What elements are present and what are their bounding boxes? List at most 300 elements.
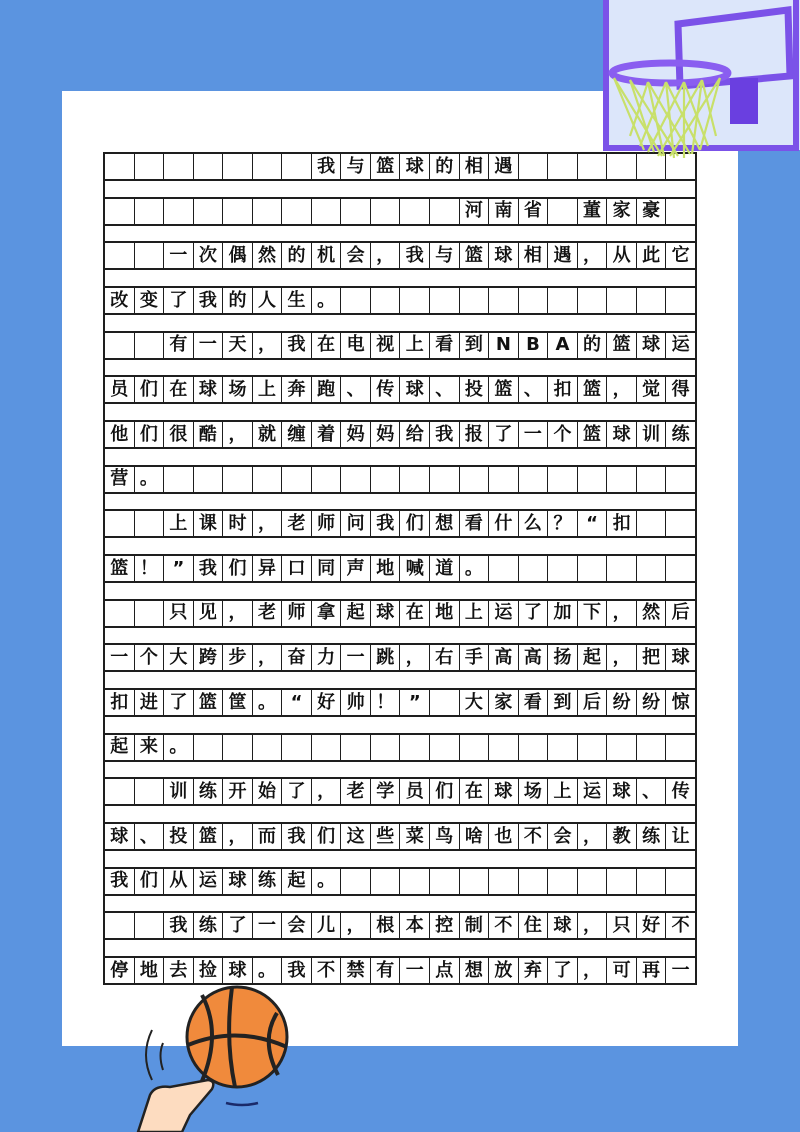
grid-cell: 会 xyxy=(548,824,578,849)
grid-cell xyxy=(666,467,695,492)
grid-cell: 课 xyxy=(194,511,224,536)
grid-cell: 后 xyxy=(671,602,690,624)
grid-gap xyxy=(103,717,697,733)
grid-cell: 弃 xyxy=(519,958,549,983)
grid-cell xyxy=(607,735,637,760)
grid-row xyxy=(103,822,697,851)
grid-cell xyxy=(194,154,224,179)
grid-cell: 然 xyxy=(637,601,667,626)
grid-cell: 声 xyxy=(341,556,371,581)
grid-cell: 根 xyxy=(371,913,401,938)
grid-cell xyxy=(489,735,519,760)
grid-cell: 球 xyxy=(371,601,401,626)
grid-cell: 鸟 xyxy=(430,824,460,849)
grid-cell: 投 xyxy=(460,377,490,402)
grid-cell: 球 xyxy=(671,646,690,668)
grid-cell: 问 xyxy=(341,511,371,536)
grid-cell xyxy=(489,467,519,492)
grid-gap xyxy=(103,538,697,554)
grid-cell: 停 xyxy=(105,958,135,983)
grid-cell: 它 xyxy=(671,244,690,266)
grid-cell: 的 xyxy=(282,243,312,268)
grid-cell: 而 xyxy=(253,824,283,849)
grid-gap xyxy=(103,672,697,688)
grid-cell xyxy=(519,154,549,179)
grid-cell: ， xyxy=(607,601,637,626)
grid-cell: 妈 xyxy=(341,422,371,447)
grid-cell: 篮 xyxy=(194,824,224,849)
grid-cell: 视 xyxy=(371,333,401,358)
grid-cell: 跨 xyxy=(194,645,224,670)
spinning-basketball-icon xyxy=(130,985,310,1132)
grid-cell xyxy=(371,199,401,224)
grid-cell: 篮 xyxy=(105,556,135,581)
grid-cell: 会 xyxy=(341,243,371,268)
grid-cell: 此 xyxy=(637,243,667,268)
grid-cell xyxy=(105,913,135,938)
grid-cell: 看 xyxy=(519,690,549,715)
grid-cell: 运 xyxy=(194,869,224,894)
grid-cell xyxy=(460,735,490,760)
grid-cell: 手 xyxy=(460,645,490,670)
grid-cell: 只 xyxy=(607,913,637,938)
grid-cell xyxy=(312,199,342,224)
grid-cell: 不 xyxy=(312,958,342,983)
grid-cell: 一 xyxy=(194,333,224,358)
grid-cell: 董 xyxy=(578,199,608,224)
grid-cell: ， xyxy=(607,645,637,670)
grid-cell: 控 xyxy=(430,913,460,938)
grid-cell: 跳 xyxy=(371,645,401,670)
grid-cell: ！ xyxy=(135,556,165,581)
grid-cell: 他 xyxy=(105,422,135,447)
grid-cell: ， xyxy=(312,779,342,804)
grid-cell xyxy=(607,467,637,492)
grid-cell xyxy=(223,199,253,224)
grid-cell: 变 xyxy=(135,288,165,313)
grid-row xyxy=(103,197,697,226)
grid-cell: 酷 xyxy=(194,422,224,447)
grid-cell: 传 xyxy=(371,377,401,402)
grid-row xyxy=(103,331,697,360)
grid-cell: 放 xyxy=(489,958,519,983)
grid-cell: 一 xyxy=(400,958,430,983)
grid-cell: 教 xyxy=(607,824,637,849)
grid-cell: 偶 xyxy=(223,243,253,268)
grid-cell xyxy=(341,288,371,313)
grid-cell: 河 xyxy=(460,199,490,224)
grid-cell: 不 xyxy=(489,913,519,938)
grid-cell xyxy=(489,288,519,313)
grid-cell: 豪 xyxy=(637,199,667,224)
grid-cell: 遇 xyxy=(489,154,519,179)
grid-cell: 同 xyxy=(312,556,342,581)
grid-cell: ， xyxy=(223,824,253,849)
grid-cell: 地 xyxy=(135,958,165,983)
grid-cell: 上 xyxy=(164,511,194,536)
grid-cell: B xyxy=(519,333,549,358)
grid-cell: 一 xyxy=(253,913,283,938)
grid-cell xyxy=(105,779,135,804)
grid-cell: 们 xyxy=(135,377,165,402)
grid-cell: 。 xyxy=(253,958,283,983)
grid-row xyxy=(103,733,697,762)
grid-cell: 我 xyxy=(194,556,224,581)
grid-cell: 我 xyxy=(164,913,194,938)
grid-cell xyxy=(282,735,312,760)
grid-gap xyxy=(103,896,697,912)
grid-cell: 扬 xyxy=(548,645,578,670)
grid-cell: 不 xyxy=(671,914,690,936)
grid-cell: ， xyxy=(578,913,608,938)
grid-cell: 见 xyxy=(194,601,224,626)
grid-gap xyxy=(103,762,697,778)
grid-cell xyxy=(489,556,519,581)
grid-cell: 。 xyxy=(253,690,283,715)
grid-cell xyxy=(666,735,695,760)
grid-cell xyxy=(194,199,224,224)
grid-cell: 场 xyxy=(223,377,253,402)
grid-cell xyxy=(164,467,194,492)
grid-cell: 了 xyxy=(548,958,578,983)
grid-row xyxy=(103,509,697,538)
grid-cell: 次 xyxy=(194,243,224,268)
grid-cell: 篮 xyxy=(371,154,401,179)
grid-cell xyxy=(341,735,371,760)
grid-cell xyxy=(135,154,165,179)
grid-cell: ” xyxy=(164,556,194,581)
grid-cell: 一 xyxy=(164,243,194,268)
grid-cell: 去 xyxy=(164,958,194,983)
grid-cell xyxy=(666,511,695,536)
grid-cell: 后 xyxy=(578,690,608,715)
grid-cell xyxy=(282,199,312,224)
grid-cell: 了 xyxy=(164,690,194,715)
grid-cell: 球 xyxy=(223,958,253,983)
grid-cell: 老 xyxy=(282,511,312,536)
grid-cell: 会 xyxy=(282,913,312,938)
grid-cell: 、 xyxy=(430,377,460,402)
grid-cell: 可 xyxy=(607,958,637,983)
grid-row xyxy=(103,375,697,404)
grid-cell: 也 xyxy=(489,824,519,849)
grid-cell: 球 xyxy=(194,377,224,402)
grid-cell: 起 xyxy=(282,869,312,894)
grid-cell: 、 xyxy=(135,824,165,849)
grid-cell: 师 xyxy=(282,601,312,626)
grid-cell: 口 xyxy=(282,556,312,581)
grid-cell xyxy=(194,735,224,760)
grid-cell: 人 xyxy=(253,288,283,313)
grid-cell xyxy=(253,154,283,179)
grid-gap xyxy=(103,315,697,331)
grid-cell xyxy=(312,735,342,760)
grid-cell xyxy=(282,467,312,492)
grid-cell: 师 xyxy=(312,511,342,536)
grid-cell: 筐 xyxy=(223,690,253,715)
grid-cell: 有 xyxy=(164,333,194,358)
grid-cell: 扣 xyxy=(548,377,578,402)
grid-cell: ， xyxy=(578,824,608,849)
grid-cell: 的 xyxy=(430,154,460,179)
grid-cell: 。 xyxy=(460,556,490,581)
grid-cell: 本 xyxy=(400,913,430,938)
grid-cell: 们 xyxy=(400,511,430,536)
grid-cell: 练 xyxy=(194,913,224,938)
grid-cell xyxy=(430,199,460,224)
grid-gap xyxy=(103,940,697,956)
grid-cell: ， xyxy=(253,645,283,670)
grid-gap xyxy=(103,360,697,376)
grid-cell: 投 xyxy=(164,824,194,849)
grid-cell: 帅 xyxy=(341,690,371,715)
grid-cell: ， xyxy=(253,333,283,358)
grid-cell xyxy=(194,467,224,492)
grid-cell: 我 xyxy=(194,288,224,313)
grid-cell: 到 xyxy=(460,333,490,358)
grid-cell xyxy=(666,288,695,313)
grid-cell: 大 xyxy=(460,690,490,715)
grid-cell: 啥 xyxy=(460,824,490,849)
grid-cell: 的 xyxy=(578,333,608,358)
grid-cell: 上 xyxy=(460,601,490,626)
grid-cell xyxy=(164,154,194,179)
grid-cell: 电 xyxy=(341,333,371,358)
grid-cell xyxy=(105,601,135,626)
grid-cell xyxy=(282,154,312,179)
grid-gap xyxy=(103,494,697,510)
grid-cell: 、 xyxy=(519,377,549,402)
grid-cell xyxy=(371,869,401,894)
grid-cell: 相 xyxy=(519,243,549,268)
grid-row xyxy=(103,554,697,583)
grid-cell: 儿 xyxy=(312,913,342,938)
grid-cell: “ xyxy=(578,511,608,536)
grid-cell: 着 xyxy=(312,422,342,447)
grid-cell xyxy=(371,735,401,760)
grid-cell: 生 xyxy=(282,288,312,313)
grid-cell: 训 xyxy=(164,779,194,804)
grid-cell: 点 xyxy=(430,958,460,983)
grid-cell: ， xyxy=(400,645,430,670)
grid-cell: 员 xyxy=(400,779,430,804)
grid-cell: 上 xyxy=(400,333,430,358)
grid-cell: 训 xyxy=(637,422,667,447)
grid-cell: ” xyxy=(400,690,430,715)
grid-cell: 们 xyxy=(430,779,460,804)
grid-cell: 个 xyxy=(135,645,165,670)
grid-cell: 一 xyxy=(105,645,135,670)
grid-cell: 奔 xyxy=(282,377,312,402)
grid-gap xyxy=(103,270,697,286)
grid-cell xyxy=(430,735,460,760)
grid-cell: 。 xyxy=(312,288,342,313)
grid-cell: 练 xyxy=(194,779,224,804)
grid-cell xyxy=(666,556,695,581)
grid-gap xyxy=(103,181,697,197)
grid-cell xyxy=(578,556,608,581)
grid-cell xyxy=(519,556,549,581)
grid-cell: 篮 xyxy=(460,243,490,268)
grid-cell: 我 xyxy=(282,333,312,358)
grid-cell xyxy=(519,288,549,313)
grid-cell: 天 xyxy=(223,333,253,358)
grid-cell xyxy=(223,735,253,760)
grid-cell: 起 xyxy=(578,645,608,670)
grid-gap xyxy=(103,226,697,242)
grid-cell: 我 xyxy=(371,511,401,536)
grid-cell xyxy=(548,154,578,179)
grid-cell: 篮 xyxy=(489,377,519,402)
grid-cell xyxy=(519,735,549,760)
grid-cell: 一 xyxy=(671,959,690,981)
grid-cell: 觉 xyxy=(637,377,667,402)
grid-gap xyxy=(103,449,697,465)
grid-row xyxy=(103,286,697,315)
grid-cell: 大 xyxy=(164,645,194,670)
grid-cell: 制 xyxy=(460,913,490,938)
grid-cell: 。 xyxy=(135,467,165,492)
grid-cell: N xyxy=(489,333,519,358)
grid-row xyxy=(103,420,697,449)
grid-cell xyxy=(135,511,165,536)
grid-cell: “ xyxy=(282,690,312,715)
grid-cell: 然 xyxy=(253,243,283,268)
grid-cell: 篮 xyxy=(607,333,637,358)
grid-cell xyxy=(519,869,549,894)
grid-cell: 运 xyxy=(578,779,608,804)
grid-cell: 想 xyxy=(430,511,460,536)
grid-cell: 步 xyxy=(223,645,253,670)
grid-cell xyxy=(223,154,253,179)
grid-cell xyxy=(105,243,135,268)
grid-cell: 练 xyxy=(671,423,690,445)
grid-cell: 一 xyxy=(519,422,549,447)
grid-cell: 开 xyxy=(223,779,253,804)
grid-cell: 就 xyxy=(253,422,283,447)
grid-cell xyxy=(578,467,608,492)
grid-cell xyxy=(430,467,460,492)
grid-cell xyxy=(548,735,578,760)
grid-cell xyxy=(430,288,460,313)
grid-cell: 得 xyxy=(671,378,690,400)
grid-cell xyxy=(135,913,165,938)
grid-cell xyxy=(548,199,578,224)
grid-cell: 在 xyxy=(164,377,194,402)
grid-cell: 从 xyxy=(607,243,637,268)
grid-cell: 奋 xyxy=(282,645,312,670)
grid-cell: 老 xyxy=(341,779,371,804)
grid-cell: 遇 xyxy=(548,243,578,268)
grid-cell: 练 xyxy=(637,824,667,849)
grid-cell xyxy=(135,333,165,358)
grid-cell: 家 xyxy=(489,690,519,715)
grid-cell: 家 xyxy=(607,199,637,224)
grid-gap xyxy=(103,806,697,822)
grid-cell xyxy=(400,199,430,224)
grid-cell: 只 xyxy=(164,601,194,626)
grid-row xyxy=(103,465,697,494)
grid-cell: 高 xyxy=(489,645,519,670)
grid-cell xyxy=(135,779,165,804)
grid-cell: 妈 xyxy=(371,422,401,447)
grid-cell: 上 xyxy=(548,779,578,804)
grid-cell: 禁 xyxy=(341,958,371,983)
grid-cell: 了 xyxy=(489,422,519,447)
grid-cell: 了 xyxy=(164,288,194,313)
grid-cell xyxy=(371,288,401,313)
grid-cell: 纷 xyxy=(607,690,637,715)
grid-cell: 好 xyxy=(637,913,667,938)
grid-cell xyxy=(519,467,549,492)
grid-gap xyxy=(103,628,697,644)
grid-cell: 与 xyxy=(341,154,371,179)
grid-row xyxy=(103,599,697,628)
grid-cell: 捡 xyxy=(194,958,224,983)
grid-cell: 我 xyxy=(105,869,135,894)
grid-cell: 有 xyxy=(371,958,401,983)
grid-cell: 员 xyxy=(105,377,135,402)
grid-row xyxy=(103,867,697,896)
grid-cell: 篮 xyxy=(578,422,608,447)
grid-cell xyxy=(400,288,430,313)
grid-cell xyxy=(400,869,430,894)
grid-cell xyxy=(578,735,608,760)
grid-cell: 始 xyxy=(253,779,283,804)
grid-cell: 扣 xyxy=(105,690,135,715)
grid-cell: 我 xyxy=(282,824,312,849)
grid-cell: 进 xyxy=(135,690,165,715)
grid-cell: 惊 xyxy=(671,691,690,713)
grid-cell: 道 xyxy=(430,556,460,581)
grid-cell: 球 xyxy=(400,377,430,402)
grid-cell xyxy=(341,467,371,492)
grid-cell: 不 xyxy=(519,824,549,849)
grid-cell: 。 xyxy=(312,869,342,894)
grid-cell xyxy=(460,869,490,894)
grid-cell: 南 xyxy=(489,199,519,224)
grid-cell: ， xyxy=(341,913,371,938)
grid-cell: 球 xyxy=(489,243,519,268)
grid-cell: 在 xyxy=(400,601,430,626)
grid-cell: 起 xyxy=(341,601,371,626)
grid-cell: 到 xyxy=(548,690,578,715)
grid-cell: 个 xyxy=(548,422,578,447)
grid-cell: 给 xyxy=(400,422,430,447)
grid-gap xyxy=(103,851,697,867)
grid-cell: 我 xyxy=(430,422,460,447)
grid-cell xyxy=(666,869,695,894)
grid-cell: 么 xyxy=(519,511,549,536)
grid-cell xyxy=(460,288,490,313)
grid-cell: ？ xyxy=(548,511,578,536)
grid-cell xyxy=(253,735,283,760)
grid-cell: 们 xyxy=(312,824,342,849)
grid-row xyxy=(103,643,697,672)
grid-cell xyxy=(430,690,460,715)
grid-cell: 在 xyxy=(312,333,342,358)
grid-cell: 球 xyxy=(607,422,637,447)
grid-cell: 喊 xyxy=(400,556,430,581)
grid-cell: ， xyxy=(578,243,608,268)
grid-cell: 很 xyxy=(164,422,194,447)
grid-cell: ， xyxy=(223,422,253,447)
grid-cell: 、 xyxy=(637,779,667,804)
grid-cell xyxy=(430,869,460,894)
grid-cell xyxy=(312,467,342,492)
grid-row xyxy=(103,956,697,985)
grid-row xyxy=(103,688,697,717)
